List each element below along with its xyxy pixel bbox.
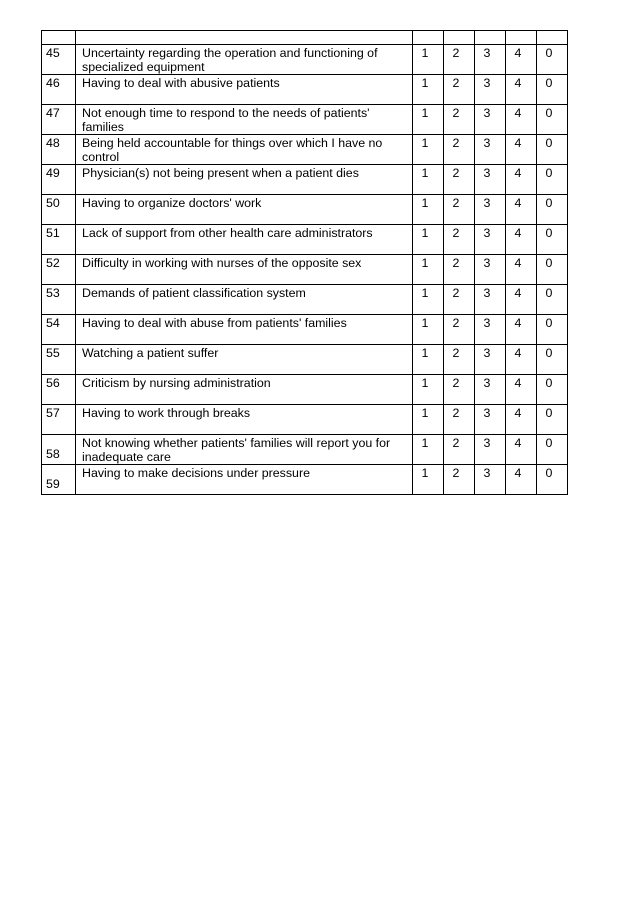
item-text: Having to deal with abusive patients bbox=[76, 75, 413, 105]
item-text: Not enough time to respond to the needs of patients' families bbox=[76, 105, 413, 135]
score-option: 3 bbox=[475, 105, 506, 135]
score-option: 0 bbox=[537, 345, 568, 375]
score-option: 4 bbox=[506, 345, 537, 375]
score-option: 4 bbox=[506, 405, 537, 435]
item-text: Having to organize doctors' work bbox=[76, 195, 413, 225]
table-row bbox=[42, 435, 568, 465]
item-text: Being held accountable for things over which I have no control bbox=[76, 135, 413, 165]
score-option: 3 bbox=[475, 375, 506, 405]
table-row bbox=[42, 45, 568, 75]
table-row bbox=[42, 345, 568, 375]
score-option: 4 bbox=[506, 285, 537, 315]
score-option: 3 bbox=[475, 345, 506, 375]
table-row bbox=[42, 135, 568, 165]
table-row bbox=[42, 225, 568, 255]
table-row bbox=[42, 105, 568, 135]
score-option: 3 bbox=[475, 435, 506, 465]
score-option: 0 bbox=[537, 435, 568, 465]
item-number: 55 bbox=[42, 345, 76, 375]
item-number: 58 bbox=[42, 435, 76, 465]
score-option: 0 bbox=[537, 75, 568, 105]
score-option: 2 bbox=[444, 375, 475, 405]
score-option: 1 bbox=[413, 465, 444, 495]
item-number: 46 bbox=[42, 75, 76, 105]
item-text: Criticism by nursing administration bbox=[76, 375, 413, 405]
score-option: 1 bbox=[413, 345, 444, 375]
score-option: 0 bbox=[537, 315, 568, 345]
score-option: 1 bbox=[413, 315, 444, 345]
item-text: Difficulty in working with nurses of the opposite sex bbox=[76, 255, 413, 285]
item-text: Watching a patient suffer bbox=[76, 345, 413, 375]
score-option: 0 bbox=[537, 255, 568, 285]
header-cell bbox=[76, 31, 413, 45]
score-option: 0 bbox=[537, 285, 568, 315]
item-number: 49 bbox=[42, 165, 76, 195]
score-option: 3 bbox=[475, 75, 506, 105]
score-option: 2 bbox=[444, 45, 475, 75]
table-row bbox=[42, 75, 568, 105]
item-text: Having to work through breaks bbox=[76, 405, 413, 435]
item-number: 51 bbox=[42, 225, 76, 255]
score-option: 4 bbox=[506, 225, 537, 255]
score-option: 0 bbox=[537, 405, 568, 435]
item-text: Uncertainty regarding the operation and functioning of specialized equipment bbox=[76, 45, 413, 75]
score-option: 4 bbox=[506, 375, 537, 405]
score-option: 4 bbox=[506, 465, 537, 495]
score-option: 0 bbox=[537, 135, 568, 165]
score-option: 4 bbox=[506, 315, 537, 345]
score-option: 4 bbox=[506, 135, 537, 165]
table-row bbox=[42, 405, 568, 435]
score-option: 3 bbox=[475, 405, 506, 435]
table-row bbox=[42, 465, 568, 495]
score-option: 2 bbox=[444, 345, 475, 375]
table-row bbox=[42, 315, 568, 345]
score-option: 4 bbox=[506, 45, 537, 75]
item-text: Lack of support from other health care administrators bbox=[76, 225, 413, 255]
item-text: Having to deal with abuse from patients' families bbox=[76, 315, 413, 345]
header-cell bbox=[475, 31, 506, 45]
score-option: 3 bbox=[475, 225, 506, 255]
score-option: 1 bbox=[413, 135, 444, 165]
item-number: 57 bbox=[42, 405, 76, 435]
score-option: 0 bbox=[537, 375, 568, 405]
item-text: Physician(s) not being present when a patient dies bbox=[76, 165, 413, 195]
score-option: 3 bbox=[475, 135, 506, 165]
header-cell bbox=[444, 31, 475, 45]
score-option: 3 bbox=[475, 315, 506, 345]
score-option: 0 bbox=[537, 45, 568, 75]
score-option: 1 bbox=[413, 105, 444, 135]
score-option: 2 bbox=[444, 405, 475, 435]
score-option: 2 bbox=[444, 225, 475, 255]
item-text: Not knowing whether patients' families will report you for inadequate care bbox=[76, 435, 413, 465]
table-row bbox=[42, 255, 568, 285]
item-number: 59 bbox=[42, 465, 76, 495]
score-option: 1 bbox=[413, 285, 444, 315]
score-option: 3 bbox=[475, 195, 506, 225]
score-option: 2 bbox=[444, 435, 475, 465]
score-option: 3 bbox=[475, 165, 506, 195]
score-option: 4 bbox=[506, 165, 537, 195]
score-option: 3 bbox=[475, 255, 506, 285]
item-number: 54 bbox=[42, 315, 76, 345]
item-number: 53 bbox=[42, 285, 76, 315]
score-option: 0 bbox=[537, 105, 568, 135]
stress-scale-table bbox=[41, 30, 568, 495]
item-number: 52 bbox=[42, 255, 76, 285]
score-option: 2 bbox=[444, 75, 475, 105]
score-option: 3 bbox=[475, 465, 506, 495]
score-option: 1 bbox=[413, 405, 444, 435]
item-number: 45 bbox=[42, 45, 76, 75]
score-option: 1 bbox=[413, 375, 444, 405]
item-text: Demands of patient classification system bbox=[76, 285, 413, 315]
score-option: 0 bbox=[537, 165, 568, 195]
table-row bbox=[42, 195, 568, 225]
item-number: 48 bbox=[42, 135, 76, 165]
table-row bbox=[42, 375, 568, 405]
score-option: 1 bbox=[413, 225, 444, 255]
score-option: 1 bbox=[413, 435, 444, 465]
header-cell bbox=[537, 31, 568, 45]
score-option: 0 bbox=[537, 465, 568, 495]
table-row bbox=[42, 285, 568, 315]
table-row bbox=[42, 165, 568, 195]
item-number: 47 bbox=[42, 105, 76, 135]
score-option: 1 bbox=[413, 255, 444, 285]
score-option: 2 bbox=[444, 465, 475, 495]
score-option: 3 bbox=[475, 285, 506, 315]
item-number: 56 bbox=[42, 375, 76, 405]
score-option: 3 bbox=[475, 45, 506, 75]
header-cell bbox=[506, 31, 537, 45]
item-text: Having to make decisions under pressure bbox=[76, 465, 413, 495]
score-option: 4 bbox=[506, 195, 537, 225]
score-option: 4 bbox=[506, 105, 537, 135]
score-option: 4 bbox=[506, 75, 537, 105]
score-option: 0 bbox=[537, 195, 568, 225]
score-option: 2 bbox=[444, 285, 475, 315]
header-cell bbox=[42, 31, 76, 45]
score-option: 2 bbox=[444, 255, 475, 285]
score-option: 2 bbox=[444, 105, 475, 135]
score-option: 2 bbox=[444, 165, 475, 195]
score-option: 0 bbox=[537, 225, 568, 255]
header-cell bbox=[413, 31, 444, 45]
table-header-row bbox=[42, 31, 568, 45]
score-option: 1 bbox=[413, 165, 444, 195]
score-option: 2 bbox=[444, 195, 475, 225]
item-number: 50 bbox=[42, 195, 76, 225]
score-option: 1 bbox=[413, 75, 444, 105]
score-option: 2 bbox=[444, 135, 475, 165]
score-option: 1 bbox=[413, 45, 444, 75]
score-option: 2 bbox=[444, 315, 475, 345]
score-option: 1 bbox=[413, 195, 444, 225]
table-body bbox=[42, 31, 568, 495]
score-option: 4 bbox=[506, 435, 537, 465]
score-option: 4 bbox=[506, 255, 537, 285]
